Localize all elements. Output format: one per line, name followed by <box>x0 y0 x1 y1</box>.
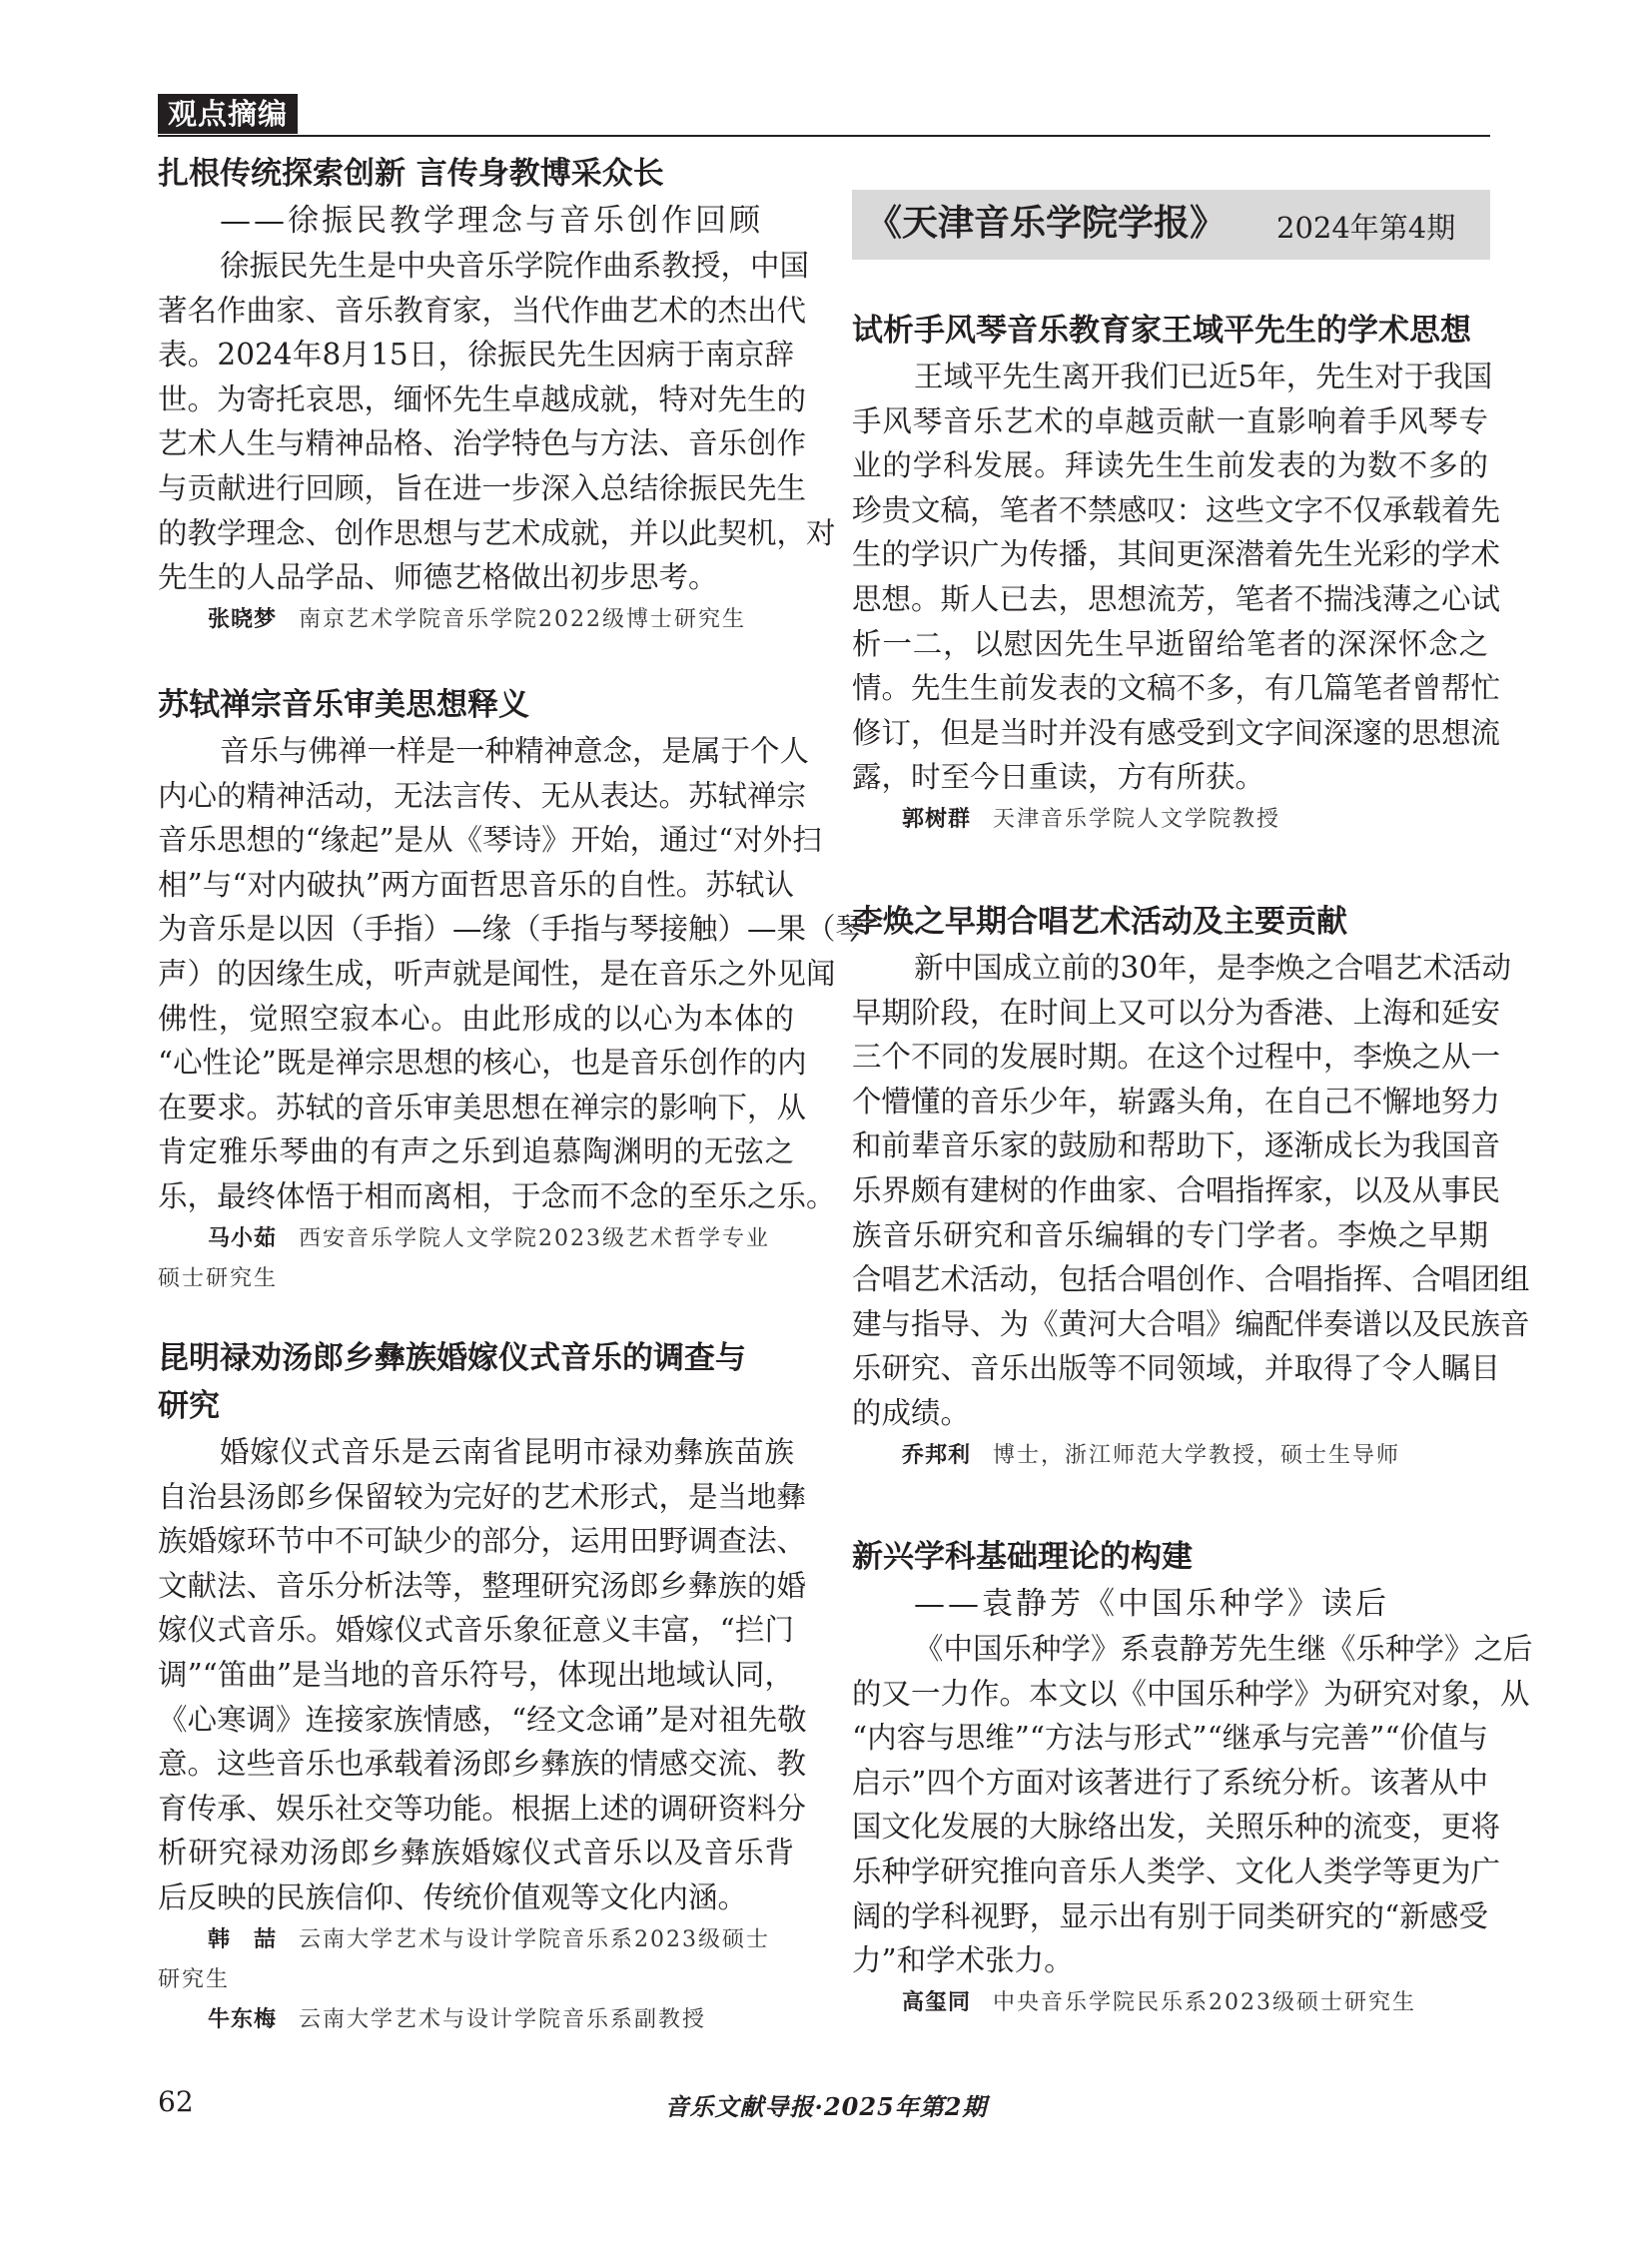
author-affiliation: 南京艺术学院音乐学院2022级博士研究生 <box>299 606 747 632</box>
article-title: 新兴学科基础理论的构建 <box>852 1539 1193 1575</box>
article <box>158 1334 807 2040</box>
body-line: 乐种学研究推向音乐人类学、文化人类学等更为广 <box>852 1854 1501 1888</box>
body-line: 析研究禄劝汤郎乡彝族婚嫁仪式音乐以及音乐背 <box>158 1836 794 1870</box>
header-rule <box>158 135 1490 137</box>
author-line <box>158 600 794 640</box>
body-line: 生的学识广为传播，其间更深潜着先生光彩的学术 <box>852 537 1501 572</box>
author-affiliation: 西安音乐学院人文学院2023级艺术哲学专业 <box>299 1225 771 1251</box>
author-line <box>852 1436 1488 1476</box>
author-line <box>852 1983 1488 2023</box>
journal-banner <box>852 190 1490 260</box>
body-line: 乐研究、音乐出版等不同领域，并取得了令人瞩目 <box>852 1351 1501 1386</box>
author-name: 马小茹 <box>208 1225 278 1251</box>
article <box>158 150 836 640</box>
page-number: 62 <box>158 2085 194 2118</box>
body-line: 相”与“对内破执”两方面哲思音乐的自性。苏轼认 <box>158 867 794 902</box>
body-line: 与贡献进行回顾，旨在进一步深入总结徐振民先生 <box>158 470 807 505</box>
body-line: 珍贵文稿，笔者不禁感叹：这些文字不仅承载着先 <box>852 492 1501 527</box>
author-line <box>158 1259 794 1299</box>
author-name: 张晓梦 <box>208 606 278 632</box>
article <box>852 898 1530 1476</box>
body-line: 个懵懂的音乐少年，崭露头角，在自己不懈地努力 <box>852 1084 1501 1119</box>
body-line: 合唱艺术活动，包括合唱创作、合唱指挥、合唱团组 <box>852 1262 1530 1297</box>
article <box>852 307 1501 840</box>
author-name: 韩 喆 <box>208 1926 278 1952</box>
author-affiliation: 天津音乐学院人文学院教授 <box>993 806 1281 832</box>
body-line: 调”“笛曲”是当地的音乐符号，体现出地域认同， <box>158 1657 794 1692</box>
author-name: 郭树群 <box>902 806 972 832</box>
body-line: 意。这些音乐也承载着汤郎乡彝族的情感交流、教 <box>158 1747 807 1782</box>
body-line: 艺术人生与精神品格、治学特色与方法、音乐创作 <box>158 426 807 461</box>
journal-issue: 2024年第4期 <box>1276 211 1456 245</box>
author-line <box>158 1920 794 1960</box>
body-line: 文献法、音乐分析法等，整理研究汤郎乡彝族的婚 <box>158 1568 807 1603</box>
author-line <box>158 1960 794 2000</box>
body-line: 王域平先生离开我们已近5年，先生对于我国 <box>914 360 1493 393</box>
author-name: 高玺同 <box>902 1989 972 2015</box>
article <box>158 681 866 1299</box>
body-line: 建与指导、为《黄河大合唱》编配伴奏谱以及民族音 <box>852 1306 1530 1341</box>
body-line: 内心的精神活动，无法言传、无从表达。苏轼禅宗 <box>158 778 807 813</box>
article-title: 昆明禄劝汤郎乡彝族婚嫁仪式音乐的调查与 <box>158 1340 746 1376</box>
body-line: 声）的因缘生成，听声就是闻性，是在音乐之外见闻 <box>158 956 836 991</box>
article-subtitle: ——徐振民教学理念与音乐创作回顾 <box>220 203 763 239</box>
article <box>852 1533 1533 2023</box>
author-name: 牛东梅 <box>208 2006 278 2032</box>
body-line: 修订，但是当时并没有感受到文字间深邃的思想流 <box>852 715 1501 750</box>
body-line: 后反映的民族信仰、传统价值观等文化内涵。 <box>158 1879 748 1914</box>
body-line: 嫁仪式音乐。婚嫁仪式音乐象征意义丰富，“拦门 <box>158 1613 794 1648</box>
body-line: 《中国乐种学》系袁静芳先生继《乐种学》之后 <box>914 1632 1533 1666</box>
author-line <box>852 800 1488 840</box>
body-line: “内容与思维”“方法与形式”“继承与完善”“价值与 <box>852 1721 1488 1756</box>
body-line: 著名作曲家、音乐教育家，当代作曲艺术的杰出代 <box>158 293 807 328</box>
article-title: 试析手风琴音乐教育家王域平先生的学术思想 <box>852 313 1471 349</box>
body-line: 育传承、娱乐社交等功能。根据上述的调研资料分 <box>158 1791 807 1826</box>
body-line: 业的学科发展。拜读先生生前发表的为数不多的 <box>852 448 1488 483</box>
body-line: 自治县汤郎乡保留较为完好的艺术形式，是当地彝 <box>158 1479 807 1514</box>
article-title: 苏轼禅宗音乐审美思想释义 <box>158 687 529 723</box>
body-line: 析一二，以慰因先生早逝留给笔者的深深怀念之 <box>852 626 1488 661</box>
author-affiliation: 中央音乐学院民乐系2023级硕士研究生 <box>993 1989 1417 2015</box>
author-line <box>158 2000 794 2040</box>
body-line: 三个不同的发展时期。在这个过程中，李焕之从一 <box>852 1040 1501 1075</box>
body-line: 世。为寄托哀思，缅怀先生卓越成就，特对先生的 <box>158 381 807 416</box>
body-line: 力”和学术张力。 <box>852 1943 1074 1978</box>
journal-name: 《天津音乐学院学报》 <box>866 203 1227 244</box>
body-line: 和前辈音乐家的鼓励和帮助下，逐渐成长为我国音 <box>852 1128 1501 1163</box>
body-line: 新中国成立前的30年，是李焕之合唱艺术活动 <box>914 951 1512 985</box>
article-title: 研究 <box>158 1388 220 1424</box>
author-affiliation: 云南大学艺术与设计学院音乐系副教授 <box>299 2006 707 2032</box>
body-line: 阔的学科视野，显示出有别于同类研究的“新感受 <box>852 1898 1488 1933</box>
body-line: 先生的人品学品、师德艺格做出初步思考。 <box>158 560 718 595</box>
article-title: 扎根传统探索创新 言传身教博采众长 <box>158 156 664 192</box>
body-line: 表。2024年8月15日，徐振民先生因病于南京辞 <box>158 338 794 373</box>
body-line: 婚嫁仪式音乐是云南省昆明市禄劝彝族苗族 <box>220 1435 794 1469</box>
body-line: 国文化发展的大脉络出发，关照乐种的流变，更将 <box>852 1810 1501 1845</box>
body-line: 族婚嫁环节中不可缺少的部分，运用田野调查法、 <box>158 1524 807 1559</box>
author-affiliation: 云南大学艺术与设计学院音乐系2023级硕士 <box>299 1926 771 1952</box>
body-line: 《心寒调》连接家族情感，“经文念诵”是对祖先敬 <box>158 1702 807 1737</box>
body-line: 为音乐是以因（手指）—缘（手指与琴接触）—果（琴 <box>158 912 866 947</box>
body-line: 肯定雅乐琴曲的有声之乐到追慕陶渊明的无弦之 <box>158 1134 794 1169</box>
body-line: 音乐思想的“缘起”是从《琴诗》开始，通过“对外扫 <box>158 823 822 858</box>
body-line: 早期阶段，在时间上又可以分为香港、上海和延安 <box>852 995 1501 1030</box>
footer-title: 音乐文献导报·2025年第2期 <box>664 2092 988 2121</box>
body-line: 启示”四个方面对该著进行了系统分析。该著从中 <box>852 1765 1488 1800</box>
body-line: 思想。斯人已去，思想流芳，笔者不揣浅薄之心试 <box>852 581 1501 616</box>
body-line: 乐界颇有建树的作曲家、合唱指挥家，以及从事民 <box>852 1172 1501 1207</box>
body-line: 佛性，觉照空寂本心。由此形成的以心为本体的 <box>158 1001 794 1036</box>
author-name: 乔邦利 <box>902 1442 972 1468</box>
body-line: 徐振民先生是中央音乐学院作曲系教授，中国 <box>220 249 810 283</box>
body-line: 的教学理念、创作思想与艺术成就，并以此契机，对 <box>158 515 836 550</box>
article-title: 李焕之早期合唱艺术活动及主要贡献 <box>852 904 1347 940</box>
author-affiliation: 博士，浙江师范大学教授，硕士生导师 <box>993 1442 1401 1468</box>
section-tag: 观点摘编 <box>158 94 298 134</box>
body-line: 族音乐研究和音乐编辑的专门学者。李焕之早期 <box>852 1217 1488 1252</box>
body-line: “心性论”既是禅宗思想的核心，也是音乐创作的内 <box>158 1046 807 1081</box>
body-line: 音乐与佛禅一样是一种精神意念，是属于个人 <box>220 734 810 768</box>
body-line: 手风琴音乐艺术的卓越贡献一直影响着手风琴专 <box>852 403 1488 438</box>
author-affiliation: 硕士研究生 <box>158 1265 279 1291</box>
body-line: 露，时至今日重读，方有所获。 <box>852 760 1265 795</box>
article-subtitle: ——袁静芳《中国乐种学》读后 <box>914 1586 1389 1622</box>
author-line <box>158 1219 794 1259</box>
body-line: 在要求。苏轼的音乐审美思想在禅宗的影响下，从 <box>158 1090 807 1124</box>
body-line: 的又一力作。本文以《中国乐种学》为研究对象，从 <box>852 1676 1530 1711</box>
body-line: 乐，最终体悟于相而离相，于念而不念的至乐之乐。 <box>158 1178 836 1213</box>
body-line: 情。先生生前发表的文稿不多，有几篇笔者曾帮忙 <box>852 671 1501 706</box>
author-affiliation: 研究生 <box>158 1966 231 1992</box>
body-line: 的成绩。 <box>852 1395 971 1430</box>
